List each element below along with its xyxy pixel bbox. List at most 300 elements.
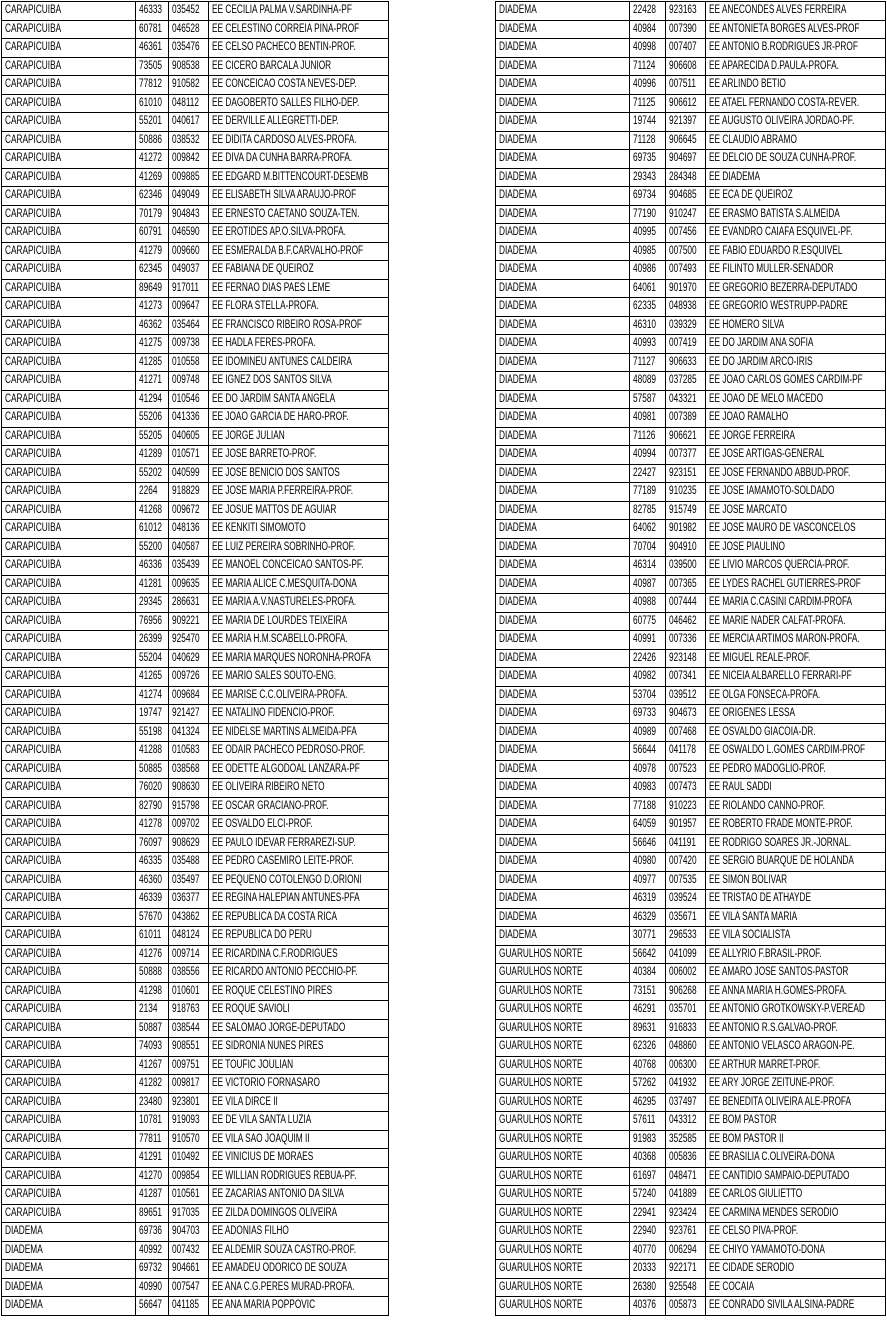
school-name-cell: EE PAULO IDEVAR FERRAREZI-SUP. <box>209 834 389 853</box>
table-row <box>496 1167 886 1186</box>
table-row <box>496 205 886 224</box>
table-row <box>496 409 886 428</box>
school-name-cell: EE SALOMAO JORGE-DEPUTADO <box>209 1019 389 1038</box>
code-cell: 46339 <box>136 890 169 909</box>
table-row <box>2 1278 389 1297</box>
code-cell: 41287 <box>136 1186 169 1205</box>
cie-cell: 038568 <box>169 760 209 779</box>
table-row <box>2 279 389 298</box>
city-cell: DIADEMA <box>496 2 630 21</box>
cie-cell: 048136 <box>169 520 209 539</box>
cie-cell: 007535 <box>666 871 706 890</box>
city-cell: DIADEMA <box>496 57 630 76</box>
city-cell: DIADEMA <box>496 742 630 761</box>
table-row <box>496 797 886 816</box>
school-name-cell: EE SIMON BOLIVAR <box>706 871 886 890</box>
table-row <box>2 816 389 835</box>
code-cell: 60775 <box>630 612 666 631</box>
cie-cell: 922171 <box>666 1260 706 1279</box>
city-cell: CARAPICUIBA <box>2 538 136 557</box>
code-cell: 40984 <box>630 20 666 39</box>
cie-cell: 908629 <box>169 834 209 853</box>
city-cell: DIADEMA <box>496 501 630 520</box>
code-cell: 53704 <box>630 686 666 705</box>
code-cell: 64061 <box>630 279 666 298</box>
table-row <box>2 575 389 594</box>
code-cell: 19744 <box>630 113 666 132</box>
school-name-cell: EE CARMINA MENDES SERODIO <box>706 1204 886 1223</box>
city-cell: DIADEMA <box>496 760 630 779</box>
city-cell: GUARULHOS NORTE <box>496 1038 630 1057</box>
code-cell: 40989 <box>630 723 666 742</box>
school-name-cell: EE ALDEMIR SOUZA CASTRO-PROF. <box>209 1241 389 1260</box>
table-row <box>2 612 389 631</box>
cie-cell: 910247 <box>666 205 706 224</box>
school-name-cell: EE ANA C.G.PERES MURAD-PROFA. <box>209 1278 389 1297</box>
cie-cell: 286631 <box>169 594 209 613</box>
code-cell: 77189 <box>630 483 666 502</box>
cie-cell: 904843 <box>169 205 209 224</box>
code-cell: 56646 <box>630 834 666 853</box>
city-cell: CARAPICUIBA <box>2 187 136 206</box>
code-cell: 46361 <box>136 39 169 58</box>
city-cell: CARAPICUIBA <box>2 501 136 520</box>
city-cell: CARAPICUIBA <box>2 686 136 705</box>
table-row <box>2 853 389 872</box>
city-cell: CARAPICUIBA <box>2 464 136 483</box>
school-name-cell: EE TRISTAO DE ATHAYDE <box>706 890 886 909</box>
table-row <box>496 1075 886 1094</box>
school-name-cell: EE AUGUSTO OLIVEIRA JORDAO-PF. <box>706 113 886 132</box>
city-cell: CARAPICUIBA <box>2 298 136 317</box>
city-cell: DIADEMA <box>496 871 630 890</box>
school-name-cell: EE VILA DIRCE II <box>209 1093 389 1112</box>
cie-cell: 917011 <box>169 279 209 298</box>
cie-cell: 010558 <box>169 353 209 372</box>
school-name-cell: EE CELESTINO CORREIA PINA-PROF <box>209 20 389 39</box>
code-cell: 41268 <box>136 501 169 520</box>
city-cell: DIADEMA <box>496 908 630 927</box>
cie-cell: 039329 <box>666 316 706 335</box>
table-row <box>2 20 389 39</box>
cie-cell: 007500 <box>666 242 706 261</box>
city-cell: CARAPICUIBA <box>2 853 136 872</box>
table-row <box>496 316 886 335</box>
table-row <box>496 1001 886 1020</box>
code-cell: 29345 <box>136 594 169 613</box>
city-cell: CARAPICUIBA <box>2 316 136 335</box>
school-name-cell: EE BOM PASTOR II <box>706 1130 886 1149</box>
city-cell: CARAPICUIBA <box>2 1130 136 1149</box>
table-row <box>496 1186 886 1205</box>
table-row <box>496 964 886 983</box>
code-cell: 61011 <box>136 927 169 946</box>
table-row <box>496 1093 886 1112</box>
city-cell: CARAPICUIBA <box>2 409 136 428</box>
school-name-cell: EE HADLA FERES-PROFA. <box>209 335 389 354</box>
school-name-cell: EE ESMERALDA B.F.CARVALHO-PROF <box>209 242 389 261</box>
school-name-cell: EE ADONIAS FILHO <box>209 1223 389 1242</box>
left-school-table <box>1 1 389 1316</box>
code-cell: 69735 <box>630 150 666 169</box>
cie-cell: 009672 <box>169 501 209 520</box>
code-cell: 57587 <box>630 390 666 409</box>
city-cell: CARAPICUIBA <box>2 631 136 650</box>
cie-cell: 904661 <box>169 1260 209 1279</box>
cie-cell: 048124 <box>169 927 209 946</box>
city-cell: GUARULHOS NORTE <box>496 1075 630 1094</box>
cie-cell: 039512 <box>666 686 706 705</box>
code-cell: 23480 <box>136 1093 169 1112</box>
city-cell: CARAPICUIBA <box>2 742 136 761</box>
school-name-cell: EE FABIANA DE QUEIROZ <box>209 261 389 280</box>
cie-cell: 035439 <box>169 557 209 576</box>
cie-cell: 041889 <box>666 1186 706 1205</box>
cie-cell: 007511 <box>666 76 706 95</box>
city-cell: DIADEMA <box>496 816 630 835</box>
city-cell: GUARULHOS NORTE <box>496 1112 630 1131</box>
cie-cell: 010492 <box>169 1149 209 1168</box>
cie-cell: 010546 <box>169 390 209 409</box>
code-cell: 82785 <box>630 501 666 520</box>
city-cell: GUARULHOS NORTE <box>496 964 630 983</box>
table-row <box>496 131 886 150</box>
city-cell: CARAPICUIBA <box>2 279 136 298</box>
school-name-cell: EE NATALINO FIDENCIO-PROF. <box>209 705 389 724</box>
city-cell: CARAPICUIBA <box>2 982 136 1001</box>
code-cell: 77811 <box>136 1130 169 1149</box>
cie-cell: 048112 <box>169 94 209 113</box>
city-cell: CARAPICUIBA <box>2 723 136 742</box>
school-name-cell: EE DAGOBERTO SALLES FILHO-DEP. <box>209 94 389 113</box>
table-row <box>2 242 389 261</box>
table-row <box>2 557 389 576</box>
school-name-cell: EE WILLIAN RODRIGUES REBUA-PF. <box>209 1167 389 1186</box>
table-row <box>2 927 389 946</box>
school-name-cell: EE FERNAO DIAS PAES LEME <box>209 279 389 298</box>
school-name-cell: EE ERASMO BATISTA S.ALMEIDA <box>706 205 886 224</box>
table-row <box>2 1297 389 1316</box>
city-cell: CARAPICUIBA <box>2 927 136 946</box>
school-name-cell: EE RIOLANDO CANNO-PROF. <box>706 797 886 816</box>
code-cell: 62345 <box>136 261 169 280</box>
city-cell: CARAPICUIBA <box>2 242 136 261</box>
cie-cell: 039500 <box>666 557 706 576</box>
table-row <box>2 131 389 150</box>
city-cell: CARAPICUIBA <box>2 649 136 668</box>
school-name-cell: EE PEDRO CASEMIRO LEITE-PROF. <box>209 853 389 872</box>
table-row <box>496 631 886 650</box>
city-cell: CARAPICUIBA <box>2 1019 136 1038</box>
table-row <box>496 39 886 58</box>
code-cell: 46295 <box>630 1093 666 1112</box>
cie-cell: 915798 <box>169 797 209 816</box>
code-cell: 22940 <box>630 1223 666 1242</box>
table-row <box>2 1130 389 1149</box>
code-cell: 40770 <box>630 1241 666 1260</box>
table-row <box>2 446 389 465</box>
code-cell: 46333 <box>136 2 169 21</box>
cie-cell: 923424 <box>666 1204 706 1223</box>
city-cell: DIADEMA <box>496 279 630 298</box>
table-row <box>496 760 886 779</box>
cie-cell: 043321 <box>666 390 706 409</box>
school-name-cell: EE DERVILLE ALLEGRETTI-DEP. <box>209 113 389 132</box>
city-cell: DIADEMA <box>496 20 630 39</box>
city-cell: DIADEMA <box>496 927 630 946</box>
table-row <box>496 242 886 261</box>
cie-cell: 904910 <box>666 538 706 557</box>
school-name-cell: EE JOAO DE MELO MACEDO <box>706 390 886 409</box>
code-cell: 60781 <box>136 20 169 39</box>
cie-cell: 007336 <box>666 631 706 650</box>
city-cell: GUARULHOS NORTE <box>496 1204 630 1223</box>
table-row <box>496 20 886 39</box>
table-row <box>2 871 389 890</box>
code-cell: 50888 <box>136 964 169 983</box>
city-cell: CARAPICUIBA <box>2 483 136 502</box>
cie-cell: 007390 <box>666 20 706 39</box>
cie-cell: 908630 <box>169 779 209 798</box>
city-cell: GUARULHOS NORTE <box>496 1056 630 1075</box>
code-cell: 71125 <box>630 94 666 113</box>
code-cell: 29343 <box>630 168 666 187</box>
cie-cell: 040605 <box>169 427 209 446</box>
code-cell: 61012 <box>136 520 169 539</box>
cie-cell: 041178 <box>666 742 706 761</box>
city-cell: CARAPICUIBA <box>2 224 136 243</box>
school-name-cell: EE JOSE FERNANDO ABBUD-PROF. <box>706 464 886 483</box>
school-name-cell: EE BRASILIA C.OLIVEIRA-DONA <box>706 1149 886 1168</box>
school-name-cell: EE NIDELSE MARTINS ALMEIDA-PFA <box>209 723 389 742</box>
school-name-cell: EE OSVALDO ELCI-PROF. <box>209 816 389 835</box>
cie-cell: 904703 <box>169 1223 209 1242</box>
cie-cell: 925548 <box>666 1278 706 1297</box>
code-cell: 2134 <box>136 1001 169 1020</box>
school-name-cell: EE ARTHUR MARRET-PROF. <box>706 1056 886 1075</box>
table-row <box>496 464 886 483</box>
cie-cell: 040617 <box>169 113 209 132</box>
school-name-cell: EE JORGE JULIAN <box>209 427 389 446</box>
table-row <box>2 1056 389 1075</box>
code-cell: 41278 <box>136 816 169 835</box>
school-name-cell: EE BENEDITA OLIVEIRA ALE-PROFA <box>706 1093 886 1112</box>
code-cell: 91983 <box>630 1130 666 1149</box>
code-cell: 46336 <box>136 557 169 576</box>
cie-cell: 009817 <box>169 1075 209 1094</box>
code-cell: 69734 <box>630 187 666 206</box>
city-cell: DIADEMA <box>496 723 630 742</box>
code-cell: 40991 <box>630 631 666 650</box>
city-cell: CARAPICUIBA <box>2 797 136 816</box>
code-cell: 40994 <box>630 446 666 465</box>
city-cell: GUARULHOS NORTE <box>496 945 630 964</box>
school-name-cell: EE ROQUE SAVIOLI <box>209 1001 389 1020</box>
city-cell: DIADEMA <box>2 1241 136 1260</box>
school-name-cell: EE MARIA MARQUES NORONHA-PROFA <box>209 649 389 668</box>
cie-cell: 046462 <box>666 612 706 631</box>
table-row <box>496 686 886 705</box>
table-row <box>496 945 886 964</box>
cie-cell: 007389 <box>666 409 706 428</box>
cie-cell: 038556 <box>169 964 209 983</box>
city-cell: DIADEMA <box>496 150 630 169</box>
school-name-cell: EE DIADEMA <box>706 168 886 187</box>
school-name-cell: EE IGNEZ DOS SANTOS SILVA <box>209 372 389 391</box>
table-row <box>496 1278 886 1297</box>
city-cell: DIADEMA <box>496 834 630 853</box>
school-name-cell: EE ANTONIO R.S.GALVAO-PROF. <box>706 1019 886 1038</box>
city-cell: DIADEMA <box>496 538 630 557</box>
code-cell: 41285 <box>136 353 169 372</box>
city-cell: GUARULHOS NORTE <box>496 1149 630 1168</box>
cie-cell: 049049 <box>169 187 209 206</box>
code-cell: 40988 <box>630 594 666 613</box>
code-cell: 70179 <box>136 205 169 224</box>
school-name-cell: EE RAUL SADDI <box>706 779 886 798</box>
table-row <box>2 538 389 557</box>
school-name-cell: EE VINICIUS DE MORAES <box>209 1149 389 1168</box>
cie-cell: 916833 <box>666 1019 706 1038</box>
table-row <box>496 1130 886 1149</box>
city-cell: DIADEMA <box>496 94 630 113</box>
table-row <box>496 94 886 113</box>
school-name-cell: EE CARLOS GIULIETTO <box>706 1186 886 1205</box>
city-cell: CARAPICUIBA <box>2 427 136 446</box>
city-cell: CARAPICUIBA <box>2 816 136 835</box>
city-cell: CARAPICUIBA <box>2 335 136 354</box>
school-name-cell: EE ANTONIO VELASCO ARAGON-PE. <box>706 1038 886 1057</box>
city-cell: CARAPICUIBA <box>2 1186 136 1205</box>
table-row <box>2 668 389 687</box>
school-name-cell: EE DO JARDIM ARCO-IRIS <box>706 353 886 372</box>
school-name-cell: EE ALLYRIO F.BRASIL-PROF. <box>706 945 886 964</box>
code-cell: 50885 <box>136 760 169 779</box>
cie-cell: 007456 <box>666 224 706 243</box>
table-row <box>496 501 886 520</box>
code-cell: 41274 <box>136 686 169 705</box>
code-cell: 46310 <box>630 316 666 335</box>
cie-cell: 006294 <box>666 1241 706 1260</box>
school-name-cell: EE MERCIA ARTIMOS MARON-PROFA. <box>706 631 886 650</box>
cie-cell: 007473 <box>666 779 706 798</box>
cie-cell: 041932 <box>666 1075 706 1094</box>
school-name-cell: EE MARIE NADER CALFAT-PROFA. <box>706 612 886 631</box>
cie-cell: 035701 <box>666 1001 706 1020</box>
school-name-cell: EE MANOEL CONCEICAO SANTOS-PF. <box>209 557 389 576</box>
table-row <box>2 1112 389 1131</box>
school-name-cell: EE GREGORIO WESTRUPP-PADRE <box>706 298 886 317</box>
table-row <box>2 390 389 409</box>
table-row <box>2 686 389 705</box>
cie-cell: 035671 <box>666 908 706 927</box>
code-cell: 41272 <box>136 150 169 169</box>
school-name-cell: EE RODRIGO SOARES JR.-JORNAL. <box>706 834 886 853</box>
table-row <box>496 520 886 539</box>
table-row <box>496 1260 886 1279</box>
city-cell: CARAPICUIBA <box>2 668 136 687</box>
school-name-cell: EE EDGARD M.BITTENCOURT-DESEMB <box>209 168 389 187</box>
city-cell: DIADEMA <box>496 242 630 261</box>
cie-cell: 923163 <box>666 2 706 21</box>
code-cell: 41291 <box>136 1149 169 1168</box>
code-cell: 74093 <box>136 1038 169 1057</box>
school-name-cell: EE SIDRONIA NUNES PIRES <box>209 1038 389 1057</box>
code-cell: 41288 <box>136 742 169 761</box>
city-cell: GUARULHOS NORTE <box>496 1241 630 1260</box>
table-row <box>496 57 886 76</box>
school-name-cell: EE ODETTE ALGODOAL LANZARA-PF <box>209 760 389 779</box>
school-name-cell: EE LUIZ PEREIRA SOBRINHO-PROF. <box>209 538 389 557</box>
table-row <box>2 187 389 206</box>
school-name-cell: EE APARECIDA D.PAULA-PROFA. <box>706 57 886 76</box>
cie-cell: 035464 <box>169 316 209 335</box>
table-row <box>496 372 886 391</box>
city-cell: CARAPICUIBA <box>2 261 136 280</box>
school-name-cell: EE BOM PASTOR <box>706 1112 886 1131</box>
cie-cell: 901957 <box>666 816 706 835</box>
city-cell: DIADEMA <box>496 131 630 150</box>
code-cell: 71124 <box>630 57 666 76</box>
code-cell: 57240 <box>630 1186 666 1205</box>
city-cell: DIADEMA <box>496 39 630 58</box>
city-cell: CARAPICUIBA <box>2 520 136 539</box>
city-cell: DIADEMA <box>496 168 630 187</box>
table-row <box>2 1204 389 1223</box>
table-row <box>2 705 389 724</box>
code-cell: 46362 <box>136 316 169 335</box>
table-row <box>2 483 389 502</box>
school-name-cell: EE AMARO JOSE SANTOS-PASTOR <box>706 964 886 983</box>
school-name-cell: EE OSCAR GRACIANO-PROF. <box>209 797 389 816</box>
table-row <box>2 1223 389 1242</box>
school-name-cell: EE REPUBLICA DA COSTA RICA <box>209 908 389 927</box>
cie-cell: 010601 <box>169 982 209 1001</box>
table-row <box>2 372 389 391</box>
code-cell: 69733 <box>630 705 666 724</box>
table-row <box>2 1186 389 1205</box>
cie-cell: 007547 <box>169 1278 209 1297</box>
code-cell: 56647 <box>136 1297 169 1316</box>
cie-cell: 009684 <box>169 686 209 705</box>
table-row <box>2 1167 389 1186</box>
table-row <box>2 57 389 76</box>
city-cell: CARAPICUIBA <box>2 1204 136 1223</box>
school-name-cell: EE ECA DE QUEIROZ <box>706 187 886 206</box>
cie-cell: 906645 <box>666 131 706 150</box>
school-name-cell: EE FABIO EDUARDO R.ESQUIVEL <box>706 242 886 261</box>
city-cell: GUARULHOS NORTE <box>496 1019 630 1038</box>
school-name-cell: EE OSWALDO L.GOMES CARDIM-PROF <box>706 742 886 761</box>
school-name-cell: EE CONCEICAO COSTA NEVES-DEP. <box>209 76 389 95</box>
code-cell: 64062 <box>630 520 666 539</box>
code-cell: 40998 <box>630 39 666 58</box>
table-row <box>496 2 886 21</box>
city-cell: DIADEMA <box>496 261 630 280</box>
school-name-cell: EE JOSE MARIA P.FERREIRA-PROF. <box>209 483 389 502</box>
code-cell: 50887 <box>136 1019 169 1038</box>
school-name-cell: EE ANTONIO GROTKOWSKY-P.VEREAD <box>706 1001 886 1020</box>
code-cell: 69736 <box>136 1223 169 1242</box>
cie-cell: 007493 <box>666 261 706 280</box>
table-row <box>2 501 389 520</box>
school-name-cell: EE MARIO SALES SOUTO-ENG. <box>209 668 389 687</box>
school-name-cell: EE MARIA ALICE C.MESQUITA-DONA <box>209 575 389 594</box>
cie-cell: 352585 <box>666 1130 706 1149</box>
school-name-cell: EE ZILDA DOMINGOS OLIVEIRA <box>209 1204 389 1223</box>
cie-cell: 007365 <box>666 575 706 594</box>
table-row <box>496 612 886 631</box>
